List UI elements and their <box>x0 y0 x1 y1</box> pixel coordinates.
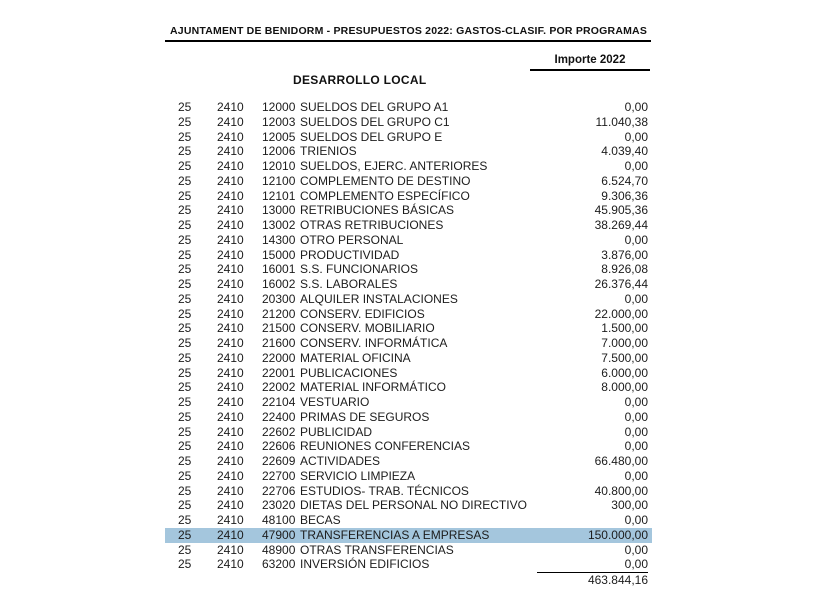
concept-description: INVERSIÓN EDIFICIOS <box>300 557 430 572</box>
functional-code: 2410 <box>217 173 244 188</box>
functional-code: 2410 <box>217 380 244 395</box>
program-code: 25 <box>178 173 192 188</box>
concept-description: PRIMAS DE SEGUROS <box>300 409 430 424</box>
program-code: 25 <box>178 277 192 291</box>
economic-code: 12010 <box>262 159 296 173</box>
program-code: 25 <box>178 439 192 454</box>
document-title: AJUNTAMENT DE BENIDORM - PRESUPUESTOS 2022: GASTOS-CLASIF. POR PROGRAMAS <box>170 25 648 37</box>
functional-code: 2410 <box>217 395 244 409</box>
table-row <box>165 100 652 115</box>
economic-code: 47900 <box>262 527 296 542</box>
functional-code: 2410 <box>217 247 244 262</box>
economic-code: 48900 <box>262 542 296 557</box>
amount-value: 9.306,36 <box>601 188 648 203</box>
economic-code: 22706 <box>262 483 296 498</box>
program-code: 25 <box>178 527 192 542</box>
program-code: 25 <box>178 483 192 498</box>
concept-description: MATERIAL OFICINA <box>300 350 411 365</box>
concept-description: TRANSFERENCIAS A EMPRESAS <box>300 527 490 542</box>
amount-value: 0,00 <box>624 232 648 247</box>
program-code: 25 <box>178 542 192 557</box>
header-underline <box>165 40 651 42</box>
amount-value: 0,00 <box>624 513 648 527</box>
functional-code: 2410 <box>217 129 244 144</box>
program-code: 25 <box>178 336 192 350</box>
concept-description: SUELDOS DEL GRUPO E <box>300 129 443 144</box>
functional-code: 2410 <box>217 468 244 483</box>
table-row <box>165 292 652 307</box>
program-code: 25 <box>178 321 192 336</box>
table-row <box>165 174 652 189</box>
program-code: 25 <box>178 114 192 129</box>
concept-description: CONSERV. EDIFICIOS <box>300 306 425 321</box>
economic-code: 63200 <box>262 557 296 572</box>
table-row <box>165 528 652 543</box>
functional-code: 2410 <box>217 262 244 277</box>
table-body <box>165 100 652 572</box>
economic-code: 21500 <box>262 321 296 336</box>
program-code: 25 <box>178 218 192 232</box>
program-code: 25 <box>178 498 192 513</box>
functional-code: 2410 <box>217 159 244 173</box>
functional-code: 2410 <box>217 424 244 439</box>
table-row <box>165 189 652 204</box>
table-row <box>165 543 652 558</box>
amount-value: 0,00 <box>624 542 648 557</box>
functional-code: 2410 <box>217 557 244 572</box>
concept-description: PUBLICIDAD <box>300 424 373 439</box>
program-code: 25 <box>178 144 192 159</box>
amount-value: 66.480,00 <box>594 454 648 468</box>
economic-code: 22700 <box>262 468 296 483</box>
table-row <box>165 144 652 159</box>
table-row <box>165 498 652 513</box>
concept-description: ALQUILER INSTALACIONES <box>300 291 458 306</box>
program-code: 25 <box>178 409 192 424</box>
economic-code: 21600 <box>262 336 296 350</box>
amount-value: 6.524,70 <box>601 173 648 188</box>
economic-code: 15000 <box>262 247 296 262</box>
functional-code: 2410 <box>217 203 244 218</box>
concept-description: ACTIVIDADES <box>300 454 381 468</box>
program-code: 25 <box>178 188 192 203</box>
functional-code: 2410 <box>217 321 244 336</box>
amount-value: 8.926,08 <box>601 262 648 277</box>
functional-code: 2410 <box>217 527 244 542</box>
program-code: 25 <box>178 454 192 468</box>
concept-description: SUELDOS DEL GRUPO C1 <box>300 114 450 129</box>
program-code: 25 <box>178 306 192 321</box>
concept-description: CONSERV. INFORMÁTICA <box>300 336 448 350</box>
amount-value: 7.000,00 <box>601 336 648 350</box>
table-row <box>165 277 652 292</box>
functional-code: 2410 <box>217 336 244 350</box>
program-code: 25 <box>178 232 192 247</box>
economic-code: 22001 <box>262 365 296 380</box>
table-row <box>165 513 652 528</box>
concept-description: SERVICIO LIMPIEZA <box>300 468 416 483</box>
amount-value: 0,00 <box>624 439 648 454</box>
amount-value: 3.876,00 <box>601 247 648 262</box>
concept-description: MATERIAL INFORMÁTICO <box>300 380 447 395</box>
amount-value: 7.500,00 <box>601 350 648 365</box>
functional-code: 2410 <box>217 542 244 557</box>
program-code: 25 <box>178 380 192 395</box>
economic-code: 22606 <box>262 439 296 454</box>
table-row <box>165 380 652 395</box>
program-code: 25 <box>178 159 192 173</box>
economic-code: 22000 <box>262 350 296 365</box>
functional-code: 2410 <box>217 454 244 468</box>
concept-description: COMPLEMENTO DE DESTINO <box>300 173 471 188</box>
table-row <box>165 484 652 499</box>
amount-value: 150.000,00 <box>587 527 648 542</box>
concept-description: REUNIONES CONFERENCIAS <box>300 439 471 454</box>
program-code: 25 <box>178 468 192 483</box>
amount-value: 6.000,00 <box>601 365 648 380</box>
economic-code: 21200 <box>262 306 296 321</box>
budget-table <box>165 100 652 588</box>
functional-code: 2410 <box>217 409 244 424</box>
functional-code: 2410 <box>217 100 244 114</box>
table-row <box>165 218 652 233</box>
total-amount: 463.844,16 <box>587 573 648 587</box>
concept-description: CONSERV. MOBILIARIO <box>300 321 435 336</box>
concept-description: S.S. FUNCIONARIOS <box>300 262 419 277</box>
functional-code: 2410 <box>217 498 244 513</box>
table-row <box>165 130 652 145</box>
functional-code: 2410 <box>217 365 244 380</box>
program-code: 25 <box>178 262 192 277</box>
economic-code: 48100 <box>262 513 296 527</box>
functional-code: 2410 <box>217 513 244 527</box>
concept-description: OTRAS RETRIBUCIONES <box>300 218 444 232</box>
economic-code: 23020 <box>262 498 296 513</box>
amount-value: 0,00 <box>624 424 648 439</box>
amount-value: 4.039,40 <box>601 144 648 159</box>
concept-description: BECAS <box>300 513 341 527</box>
amount-value: 0,00 <box>624 468 648 483</box>
concept-description: VESTUARIO <box>300 395 370 409</box>
amount-value: 0,00 <box>624 395 648 409</box>
economic-code: 20300 <box>262 291 296 306</box>
economic-code: 12101 <box>262 188 296 203</box>
functional-code: 2410 <box>217 218 244 232</box>
program-code: 25 <box>178 513 192 527</box>
table-row <box>165 262 652 277</box>
program-code: 25 <box>178 424 192 439</box>
table-row <box>165 115 652 130</box>
concept-description: DIETAS DEL PERSONAL NO DIRECTIVO <box>300 498 527 513</box>
amount-value: 0,00 <box>624 100 648 114</box>
functional-code: 2410 <box>217 291 244 306</box>
program-code: 25 <box>178 365 192 380</box>
functional-code: 2410 <box>217 277 244 291</box>
amount-value: 8.000,00 <box>601 380 648 395</box>
program-code: 25 <box>178 291 192 306</box>
table-row <box>165 351 652 366</box>
economic-code: 12100 <box>262 173 296 188</box>
economic-code: 13000 <box>262 203 296 218</box>
amount-value: 11.040,38 <box>595 114 648 129</box>
table-row <box>165 469 652 484</box>
economic-code: 16001 <box>262 262 296 277</box>
amount-value: 300,00 <box>611 498 648 513</box>
concept-description: OTRO PERSONAL <box>300 232 404 247</box>
amount-value: 38.269,44 <box>594 218 648 232</box>
amount-value: 1.500,00 <box>601 321 648 336</box>
economic-code: 22400 <box>262 409 296 424</box>
functional-code: 2410 <box>217 350 244 365</box>
functional-code: 2410 <box>217 114 244 129</box>
concept-description: SUELDOS, EJERC. ANTERIORES <box>300 159 488 173</box>
table-row <box>165 439 652 454</box>
concept-description: COMPLEMENTO ESPECÍFICO <box>300 188 470 203</box>
economic-code: 22002 <box>262 380 296 395</box>
economic-code: 13002 <box>262 218 296 232</box>
economic-code: 22104 <box>262 395 296 409</box>
table-row <box>165 233 652 248</box>
amount-value: 0,00 <box>624 129 648 144</box>
economic-code: 12000 <box>262 100 296 114</box>
concept-description: PUBLICACIONES <box>300 365 398 380</box>
amount-value: 40.800,00 <box>594 483 648 498</box>
economic-code: 22602 <box>262 424 296 439</box>
economic-code: 12005 <box>262 129 296 144</box>
concept-description: TRIENIOS <box>300 144 357 159</box>
amount-value: 26.376,44 <box>594 277 648 291</box>
table-row <box>165 395 652 410</box>
program-code: 25 <box>178 557 192 572</box>
economic-code: 16002 <box>262 277 296 291</box>
functional-code: 2410 <box>217 439 244 454</box>
economic-code: 14300 <box>262 232 296 247</box>
table-row <box>165 203 652 218</box>
table-row <box>165 336 652 351</box>
table-row <box>165 321 652 336</box>
program-code: 25 <box>178 203 192 218</box>
amount-value: 0,00 <box>624 159 648 173</box>
program-code: 25 <box>178 350 192 365</box>
economic-code: 12003 <box>262 114 296 129</box>
economic-code: 22609 <box>262 454 296 468</box>
concept-description: RETRIBUCIONES BÁSICAS <box>300 203 455 218</box>
concept-description: ESTUDIOS- TRAB. TÉCNICOS <box>300 483 469 498</box>
concept-description: S.S. LABORALES <box>300 277 398 291</box>
table-row <box>165 159 652 174</box>
program-code: 25 <box>178 129 192 144</box>
amount-value: 0,00 <box>624 409 648 424</box>
table-row <box>165 366 652 381</box>
amount-value: 0,00 <box>624 291 648 306</box>
table-row <box>165 454 652 469</box>
functional-code: 2410 <box>217 232 244 247</box>
economic-code: 12006 <box>262 144 296 159</box>
program-code: 25 <box>178 100 192 114</box>
functional-code: 2410 <box>217 144 244 159</box>
amount-value: 22.000,00 <box>594 306 648 321</box>
functional-code: 2410 <box>217 306 244 321</box>
table-row <box>165 307 652 322</box>
concept-description: OTRAS TRANSFERENCIAS <box>300 542 454 557</box>
amount-value: 45.905,36 <box>594 203 648 218</box>
concept-description: SUELDOS DEL GRUPO A1 <box>300 100 449 114</box>
table-row <box>165 410 652 425</box>
program-code: 25 <box>178 247 192 262</box>
section-title: DESARROLLO LOCAL <box>293 73 427 87</box>
program-code: 25 <box>178 395 192 409</box>
table-row <box>165 425 652 440</box>
concept-description: PRODUCTIVIDAD <box>300 247 400 262</box>
functional-code: 2410 <box>217 188 244 203</box>
table-row <box>165 248 652 263</box>
amount-value: 0,00 <box>624 557 648 572</box>
functional-code: 2410 <box>217 483 244 498</box>
amount-column-header: Importe 2022 <box>530 54 650 71</box>
table-row <box>165 557 652 572</box>
